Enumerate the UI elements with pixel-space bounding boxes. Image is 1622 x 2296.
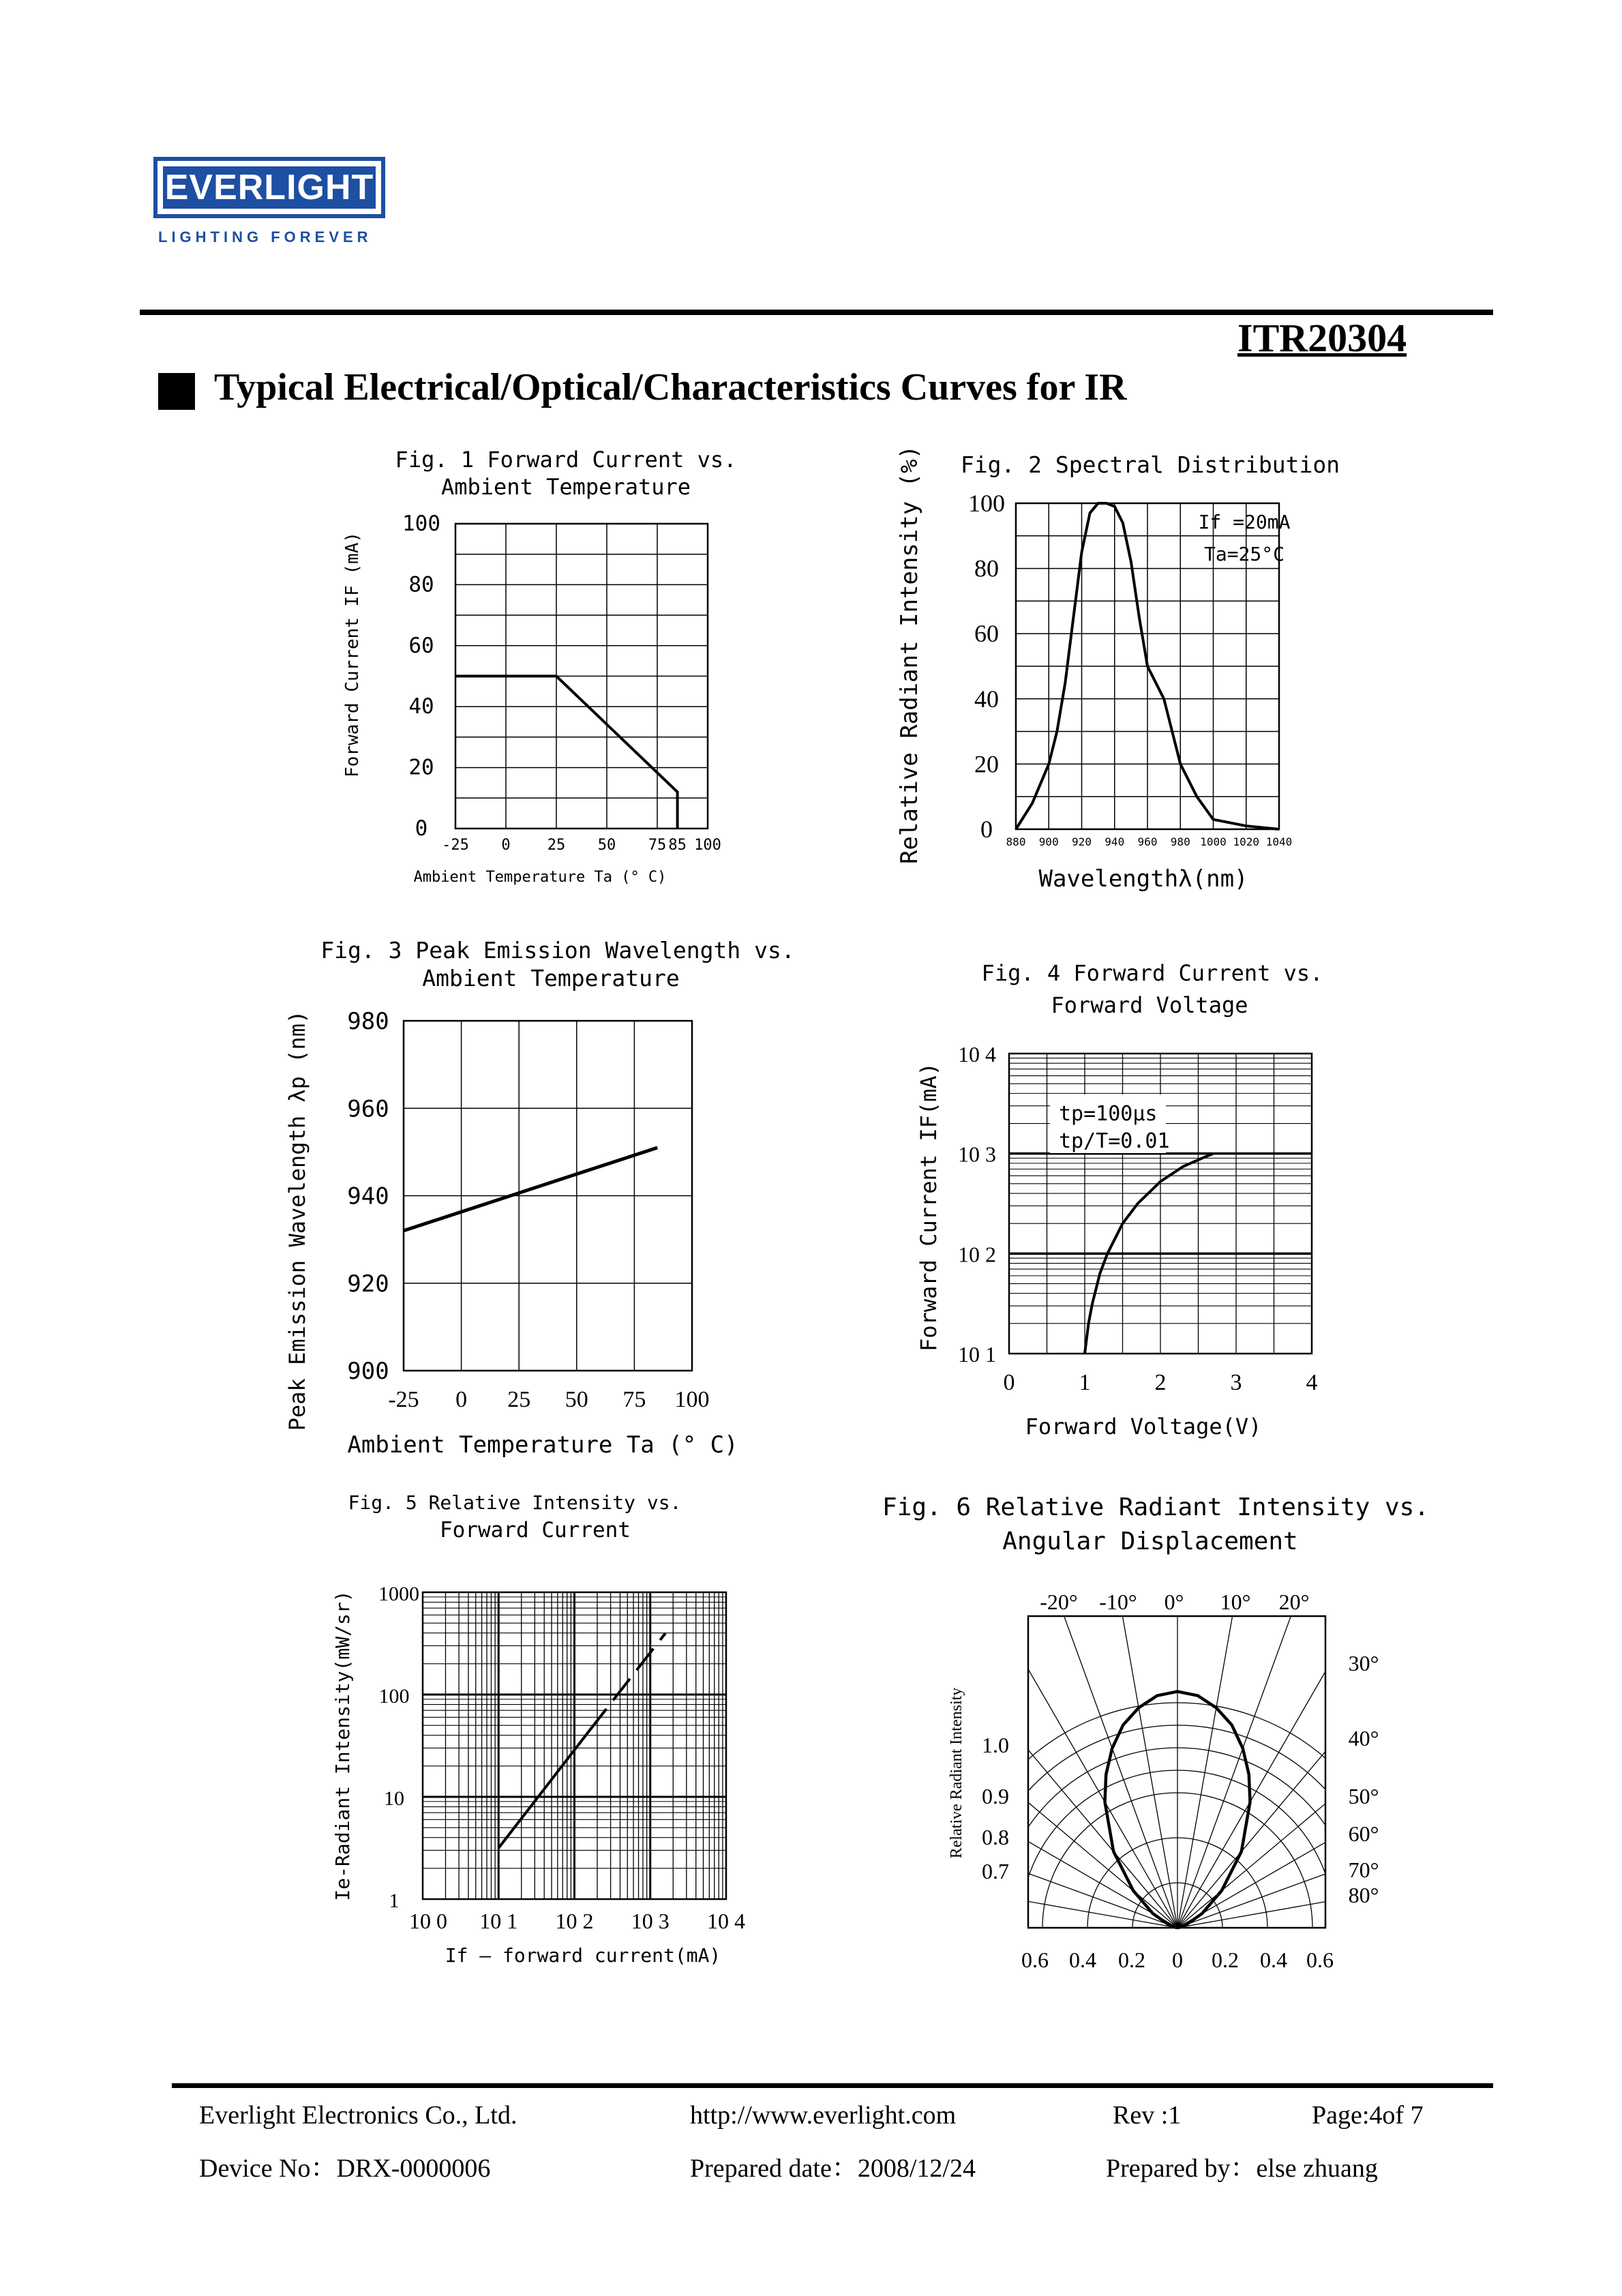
fig6-bottom-label: 0.6: [1306, 1948, 1334, 1972]
fig2-ytick: 60: [974, 620, 999, 648]
fig6-bottom-label: 0.2: [1212, 1948, 1239, 1972]
fig2-ytick: 40: [974, 685, 999, 713]
fig1-ytick: 20: [408, 755, 434, 780]
fig6-angle-label: -10°: [1099, 1590, 1137, 1614]
fig6-radius-label: 0.9: [982, 1784, 1009, 1808]
footer-prepared-date: Prepared date：2008/12/24: [690, 2154, 976, 2183]
fig4-ytick: 10 1: [958, 1342, 996, 1367]
fig2-xtick: 940: [1105, 835, 1125, 848]
fig2-xlabel: Wavelengthλ(nm): [1038, 865, 1248, 893]
fig3-xlabel: Ambient Temperature Ta (° C): [347, 1431, 738, 1459]
chart-fig1: [342, 447, 736, 886]
fig1-xtick: 75: [648, 837, 667, 854]
fig2-ytick: 100: [968, 490, 1005, 517]
chart-fig2: [896, 445, 1340, 893]
fig6-grid: [828, 1573, 1527, 2080]
fig2-ytick: 80: [974, 554, 999, 582]
fig3-ytick: 900: [347, 1358, 389, 1385]
fig1-ytick: 80: [408, 572, 434, 597]
fig1-series-if: [455, 676, 678, 829]
fig4-xtick: 2: [1154, 1370, 1167, 1395]
fig2-xtick: 880: [1006, 835, 1026, 848]
footer-device-no: Device No：DRX-0000006: [199, 2154, 491, 2183]
fig6-radius-label: 1.0: [982, 1733, 1009, 1757]
fig5-xtick: 10 0: [409, 1909, 447, 1933]
fig3-title: Fig. 3 Peak Emission Wavelength vs.: [320, 937, 795, 964]
fig1-title: Ambient Temperature: [440, 474, 691, 500]
fig4-xtick: 0: [1003, 1370, 1015, 1395]
fig5-ytick: 100: [378, 1685, 410, 1708]
fig3-xtick: 75: [622, 1387, 646, 1412]
fig3-ylabel: Peak Emission Wavelength λp (nm): [284, 1010, 310, 1431]
fig5-xtick: 10 2: [555, 1909, 594, 1933]
fig2-ytick: 0: [980, 816, 993, 843]
fig1-xtick: 85: [668, 837, 687, 854]
fig3-xtick: 100: [674, 1387, 710, 1412]
fig6-radial: [1177, 1621, 1355, 1928]
fig6-frame: [1028, 1616, 1325, 1928]
fig2-xtick: 1040: [1265, 835, 1293, 848]
chart-fig5: [331, 1491, 745, 1967]
fig6-radial: [1056, 1594, 1177, 1928]
fig1-title: Fig. 1 Forward Current vs.: [395, 447, 737, 473]
fig1-ytick: 0: [415, 816, 428, 841]
fig3-xtick: 50: [565, 1387, 588, 1412]
fig6-angle-label: -20°: [1040, 1590, 1078, 1614]
fig1-xtick: 25: [547, 837, 566, 854]
fig6-title: Angular Displacement: [1002, 1527, 1298, 1555]
fig6-angle-label: 0°: [1164, 1590, 1184, 1614]
fig3-xtick: 25: [507, 1387, 531, 1412]
fig5-xtick: 10 1: [479, 1909, 518, 1933]
fig2-title: Fig. 2 Spectral Distribution: [960, 451, 1340, 478]
fig3-title: Ambient Temperature: [422, 965, 680, 992]
fig1-ylabel: Forward Current IF (mA): [342, 531, 363, 778]
fig6-radial: [1177, 1806, 1511, 1928]
fig6-angle-label: 60°: [1348, 1821, 1379, 1846]
footer-rev: Rev :1: [1113, 2101, 1182, 2130]
fig6-angle-label: 80°: [1348, 1883, 1379, 1907]
fig4-ytick: 10 3: [958, 1142, 996, 1167]
fig2-xtick: 980: [1170, 835, 1190, 848]
fig6-bottom-label: 0: [1172, 1948, 1183, 1972]
fig4-xlabel: Forward Voltage(V): [1025, 1414, 1262, 1440]
fig6-radius-label: 0.7: [982, 1859, 1009, 1883]
fig6-radius-label: 0.8: [982, 1825, 1009, 1849]
fig5-ytick: 1: [389, 1890, 400, 1912]
fig1-ytick: 100: [402, 511, 440, 536]
fig3-ytick: 940: [347, 1182, 389, 1210]
logo-tagline: LIGHTING FOREVER: [158, 228, 372, 245]
fig1-xtick: 0: [501, 837, 511, 854]
fig2-annotation: If =20mA: [1198, 511, 1291, 533]
fig5-ytick: 1000: [378, 1583, 419, 1605]
fig6-angle-label: 10°: [1220, 1590, 1251, 1614]
fig6-bottom-label: 0.4: [1260, 1948, 1287, 1972]
chart-fig6: [828, 1493, 1527, 2080]
fig3-xtick: -25: [388, 1387, 419, 1412]
fig3-ytick: 960: [347, 1095, 389, 1123]
fig2-xtick: 960: [1137, 835, 1158, 848]
fig6-radial: [844, 1806, 1177, 1928]
fig6-title: Fig. 6 Relative Radiant Intensity vs.: [882, 1493, 1429, 1521]
footer-url[interactable]: http://www.everlight.com: [690, 2101, 957, 2130]
fig6-angle-label: 30°: [1348, 1651, 1379, 1675]
fig4-xtick: 3: [1230, 1370, 1242, 1395]
fig2-xtick: 920: [1072, 835, 1092, 848]
fig6-angle-label: 40°: [1348, 1726, 1379, 1750]
fig3-xtick: 0: [455, 1387, 468, 1412]
section-title: Typical Electrical/Optical/Characteristics Curves for IR: [214, 366, 1127, 408]
chart-fig3: [284, 937, 795, 1459]
logo-text: EVERLIGHT: [163, 166, 376, 209]
fig5-xlabel: If — forward current(mA): [445, 1944, 721, 1967]
fig6-angle-label: 20°: [1278, 1590, 1310, 1614]
fig2-xtick: 1000: [1200, 835, 1227, 848]
fig6-angle-label: 50°: [1348, 1784, 1379, 1808]
fig3-ytick: 920: [347, 1270, 389, 1298]
footer-company: Everlight Electronics Co., Ltd.: [199, 2101, 517, 2130]
fig4-title: Forward Voltage: [1051, 992, 1248, 1018]
fig1-xtick: -25: [442, 837, 469, 854]
fig6-bottom-label: 0.4: [1069, 1948, 1096, 1972]
fig3-series-wavelength: [404, 1148, 657, 1231]
fig4-annotation: tp/T=0.01: [1059, 1129, 1170, 1153]
footer-page: Page:4of 7: [1312, 2101, 1424, 2130]
fig5-xtick: 10 4: [707, 1909, 745, 1933]
fig4-ytick: 10 2: [958, 1242, 996, 1267]
fig4-annotation: tp=100μs: [1059, 1102, 1158, 1126]
fig6-radial: [1000, 1621, 1177, 1928]
fig6-radial: [1177, 1594, 1299, 1928]
fig2-xtick: 900: [1038, 835, 1059, 848]
model-number: ITR20304: [1237, 316, 1407, 360]
fig2-xtick: 1020: [1233, 835, 1260, 848]
fig2-ylabel: Relative Radiant Intensity (%): [896, 445, 923, 865]
fig5-title: Fig. 5 Relative Intensity vs.: [348, 1491, 682, 1514]
fig4-ytick: 10 4: [958, 1042, 996, 1067]
fig6-bottom-label: 0.2: [1118, 1948, 1145, 1972]
fig4-xtick: 4: [1306, 1370, 1318, 1395]
chart-fig4: [916, 960, 1323, 1440]
fig6-angle-label: 70°: [1348, 1858, 1379, 1882]
fig5-title: Forward Current: [440, 1518, 631, 1542]
fig5-xtick: 10 3: [631, 1909, 670, 1933]
fig4-xtick: 1: [1079, 1370, 1091, 1395]
fig6-ylabel: Relative Radiant Intensity: [948, 1687, 965, 1859]
fig1-xtick: 100: [694, 837, 721, 854]
footer-divider: [172, 2083, 1493, 2088]
fig5-ytick: 10: [384, 1787, 404, 1810]
fig1-ytick: 40: [408, 694, 434, 719]
fig1-xtick: 50: [597, 837, 616, 854]
footer-prepared-by: Prepared by：else zhuang: [1106, 2154, 1378, 2183]
fig6-bottom-label: 0.6: [1021, 1948, 1049, 1972]
fig1-xlabel: Ambient Temperature Ta (° C): [413, 869, 667, 886]
fig5-ylabel: Ie-Radiant Intensity(mW/sr): [331, 1590, 354, 1901]
fig2-annotation: Ta=25°C: [1203, 543, 1285, 565]
fig1-ytick: 60: [408, 633, 434, 658]
fig2-ytick: 20: [974, 750, 999, 778]
fig4-ylabel: Forward Current IF(mA): [916, 1062, 942, 1352]
fig4-title: Fig. 4 Forward Current vs.: [981, 960, 1323, 986]
fig3-ytick: 980: [347, 1008, 389, 1035]
